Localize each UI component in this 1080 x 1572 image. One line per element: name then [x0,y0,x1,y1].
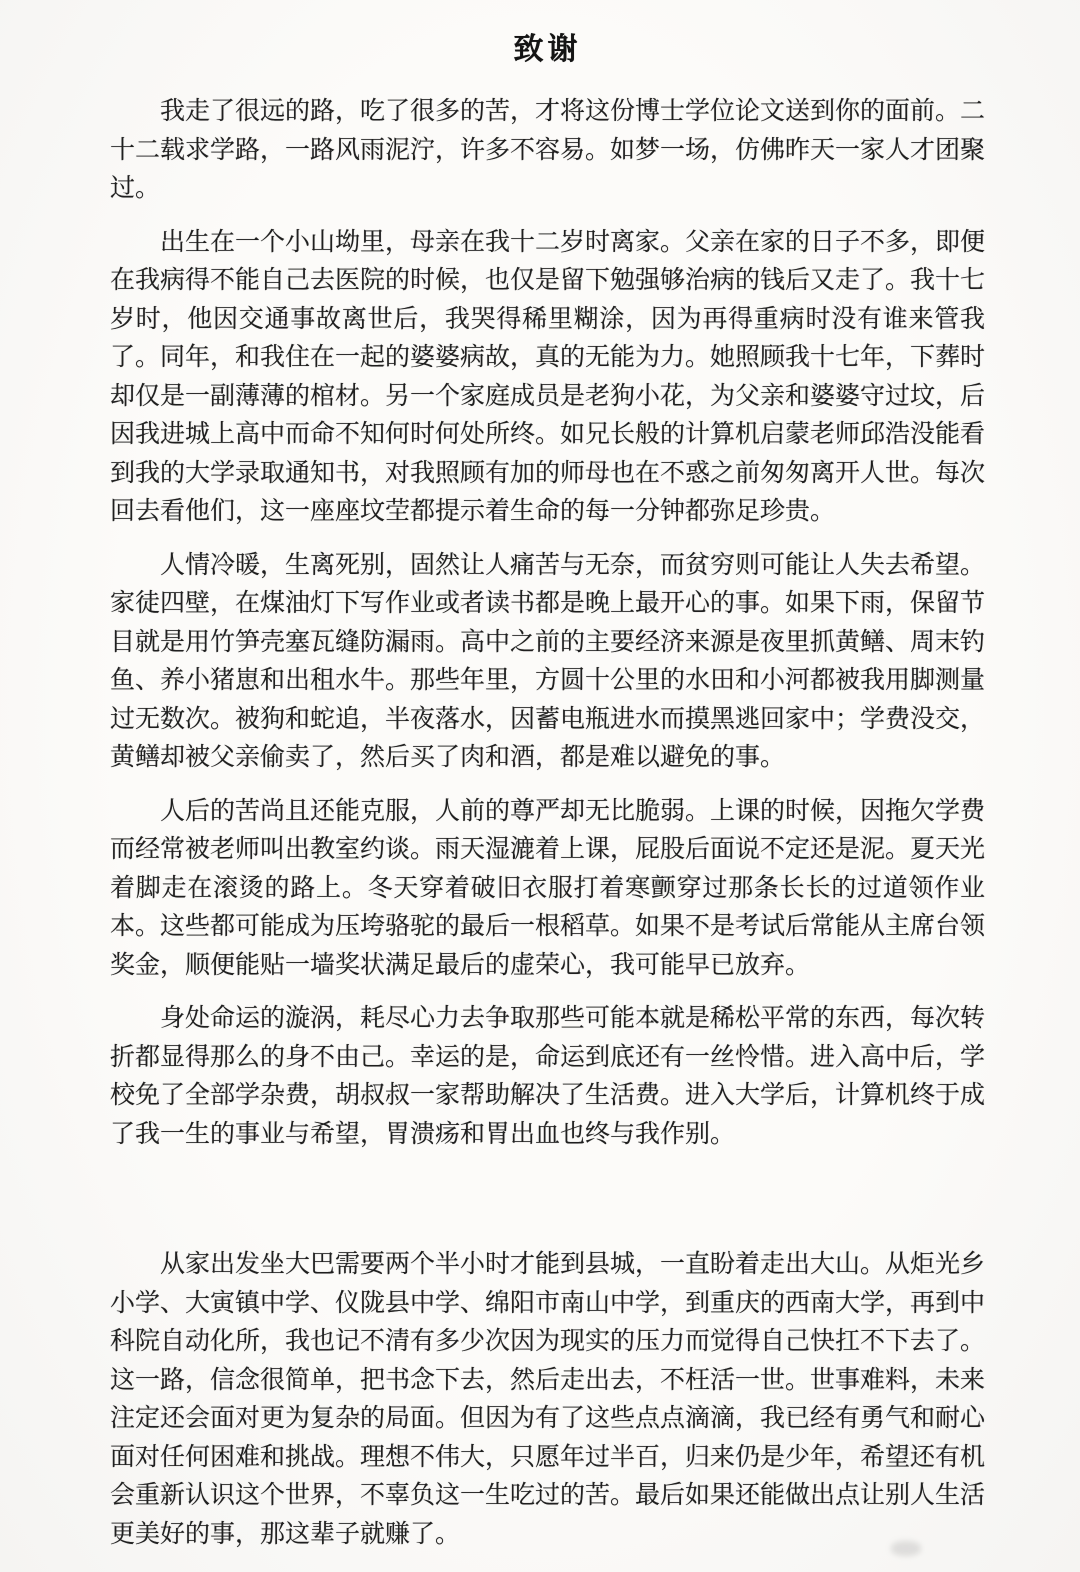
paragraph-2: 出生在一个小山坳里，母亲在我十二岁时离家。父亲在家的日子不多，即便在我病得不能自己去医院的时候，也仅是留下勉强够治病的钱后又走了。我十七岁时，他因交通事故离世后，我哭得稀里糊涂，因为再得重病时没有谁来管我了。同年，和我住在一起的婆婆病故，真的无能为力。她照顾我十七年，下葬时却仅是一副薄薄的棺材。另一个家庭成员是老狗小花，为父亲和婆婆守过坟，后因我进城上高中而命不知何时何处所终。如兄长般的计算机启蒙老师邱浩没能看到我的大学录取通知书，对我照顾有加的师母也在不惑之前匆匆离开人世。每次回去看他们，这一座座坟茔都提示着生命的每一分钟都弥足珍贵。 [110,228,986,525]
paragraph-5: 身处命运的漩涡，耗尽心力去争取那些可能本就是稀松平常的东西，每次转折都显得那么的身不由己。幸运的是，命运到底还有一丝怜惜。进入高中后，学校免了全部学杂费，胡叔叔一家帮助解决了生活费。进入大学后，计算机终于成了我一生的事业与希望，胃溃疡和胃出血也终与我作别。 [110,1005,986,1148]
paragraph-1: 我走了很远的路，吃了很多的苦，才将这份博士学位论文送到你的面前。二十二载求学路，一路风雨泥泞，许多不容易。如梦一场，仿佛昨天一家人才团聚过。 [110,98,986,202]
scan-smudge-artifact [891,1541,921,1556]
paragraph-6: 从家出发坐大巴需要两个半小时才能到县城，一直盼着走出大山。从炬光乡小学、大寅镇中学、仪陇县中学、绵阳市南山中学，到重庆的西南大学，再到中科院自动化所，我也记不清有多少次因为现实的压力而觉得自己快扛不下去了。这一路，信念很简单，把书念下去，然后走出去，不枉活一世。世事难料，未来注定还会面对更为复杂的局面。但因为有了这些点点滴滴，我已经有勇气和耐心面对任何困难和挑战。理想不伟大，只愿年过半百，归来仍是少年，希望还有机会重新认识这个世界，不辜负这一生吃过的苦。最后如果还能做出点让别人生活更美好的事，那这辈子就赚了。 [110,1251,986,1548]
page-title: 致谢 [513,33,582,66]
page-break-gap [110,1169,985,1246]
paragraph-3: 人情冷暖，生离死别，固然让人痛苦与无奈，而贫穷则可能让人失去希望。家徒四壁，在煤油灯下写作业或者读书都是晚上最开心的事。如果下雨，保留节目就是用竹笋壳塞瓦缝防漏雨。高中之前的主要经济来源是夜里抓黄鳝、周末钓鱼、养小猪崽和出租水牛。那些年里，方圆十公里的水田和小河都被我用脚测量过无数次。被狗和蛇追，半夜落水，因蓄电瓶进水而摸黑逃回家中；学费没交，黄鳝却被父亲偷卖了，然后买了肉和酒，都是难以避免的事。 [110,551,986,771]
paragraph-4: 人后的苦尚且还能克服，人前的尊严却无比脆弱。上课的时候，因拖欠学费而经常被老师叫出教室约谈。雨天湿漉着上课，屁股后面说不定还是泥。夏天光着脚走在滚烫的路上。冬天穿着破旧衣服打着寒颤穿过那条长长的过道领作业本。这些都可能成为压垮骆驼的最后一根稻草。如果不是考试后常能从主席台领奖金，顺便能贴一墙奖状满足最后的虚荣心，我可能早已放弃。 [110,797,986,979]
